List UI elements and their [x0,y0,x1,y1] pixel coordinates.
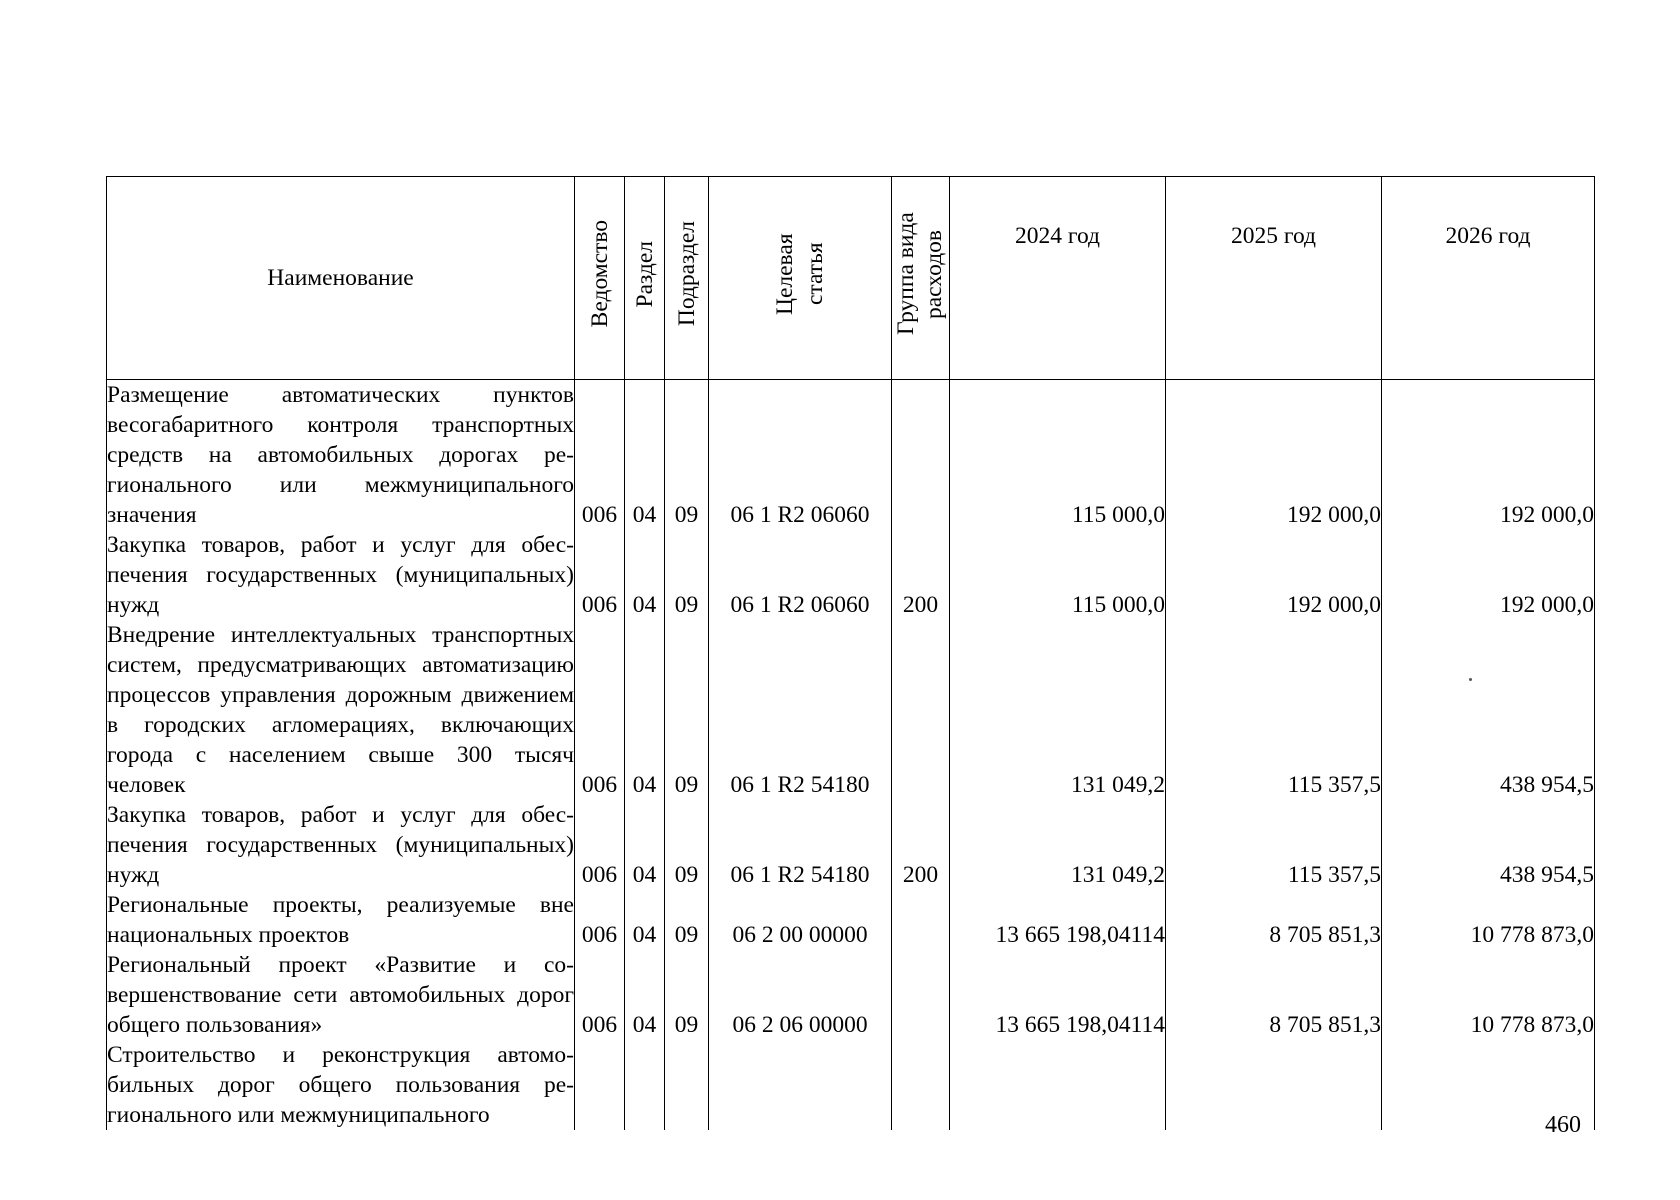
row-expense-group [892,890,950,950]
budget-table [106,176,1595,1130]
row-expense-group: 200 [892,530,950,620]
row-name: Размещение автоматических пунктов весогабаритного контроля транспортных средств на автомобильных дорогах регионального или межмуниципального значения [107,380,575,531]
table-row [107,890,1595,950]
row-target-article: 06 1 R2 54180 [709,620,892,800]
row-subsection: 09 [665,950,709,1040]
row-amount-2024: 115 000,0 [950,380,1166,531]
header-year-2026: 2026 год [1382,177,1595,380]
row-expense-group [892,1040,950,1130]
row-section: 04 [625,620,665,800]
row-amount-2025: 192 000,0 [1166,530,1382,620]
row-target-article: 06 1 R2 06060 [709,380,892,531]
header-subsection: Подраздел [665,177,709,380]
row-amount-2026: 10 778 873,0 [1382,950,1595,1040]
row-amount-2025: 8 705 851,3 [1166,890,1382,950]
row-expense-group [892,620,950,800]
table-row [107,530,1595,620]
row-name: Закупка товаров, работ и услуг для обеспечения государственных (муниципальных) нужд [107,802,574,888]
table-row [107,950,1595,1040]
row-expense-group [892,950,950,1040]
row-amount-2025: 115 357,5 [1166,800,1382,890]
row-amount-2026: 192 000,0 [1382,380,1595,531]
row-name: Региональные проекты, реализуемые вне национальных проектов [107,892,574,948]
header-department: Ведомство [575,177,625,380]
row-target-article: 06 2 00 00000 [709,890,892,950]
row-amount-2026: 438 954,5 [1382,620,1595,800]
table-row [107,1040,1595,1130]
row-amount-2026: 438 954,5 [1382,800,1595,890]
row-name: Закупка товаров, работ и услуг для обеспечения государственных (муниципальных) нужд [107,532,574,618]
row-amount-2025: 192 000,0 [1166,380,1382,531]
row-department [575,1040,625,1130]
table-header-row [107,177,1595,380]
row-amount-2026: 10 778 873,0 [1382,890,1595,950]
row-amount-2024 [950,1040,1166,1130]
row-amount-2024: 115 000,0 [950,530,1166,620]
row-name: Внедрение интеллектуальных транспортных систем, предусматривающих автоматизацию процессов управления дорожным движением в городских агломерациях, включающих города с населением свыше 300 тысяч человек [107,622,574,798]
header-target-article: Целевая статья [709,177,892,380]
header-section: Раздел [625,177,665,380]
row-department: 006 [575,620,625,800]
row-target-article [709,1040,892,1130]
row-amount-2025: 115 357,5 [1166,620,1382,800]
header-year-2025: 2025 год [1166,177,1382,380]
row-target-article: 06 1 R2 06060 [709,530,892,620]
row-amount-2024: 13 665 198,04114 [950,950,1166,1040]
row-department: 006 [575,950,625,1040]
header-year-2024: 2024 год [950,177,1166,380]
header-expense-group: Группа вида расходов [892,177,950,380]
header-name: Наименование [107,177,575,380]
row-department: 006 [575,380,625,531]
row-subsection: 09 [665,620,709,800]
row-amount-2026: 192 000,0 [1382,530,1595,620]
row-subsection: 09 [665,890,709,950]
row-subsection: 09 [665,380,709,531]
row-section: 04 [625,890,665,950]
row-subsection [665,1040,709,1130]
row-expense-group: 200 [892,800,950,890]
row-section: 04 [625,950,665,1040]
row-name: Строительство и реконструкция автомобильных дорог общего пользования регионального или межмуниципального [107,1042,574,1128]
row-department: 006 [575,530,625,620]
page-number: 460 [1545,1112,1581,1138]
scan-speck [1469,678,1472,681]
row-amount-2024: 131 049,2 [950,800,1166,890]
row-subsection: 09 [665,530,709,620]
row-expense-group [892,380,950,531]
row-name: Региональный проект «Развитие и совершенствование сети автомобильных дорог общего пользования» [107,952,574,1038]
row-target-article: 06 1 R2 54180 [709,800,892,890]
row-amount-2024: 13 665 198,04114 [950,890,1166,950]
row-subsection: 09 [665,800,709,890]
table-row [107,800,1595,890]
row-amount-2024: 131 049,2 [950,620,1166,800]
row-section: 04 [625,530,665,620]
row-department: 006 [575,800,625,890]
row-section [625,1040,665,1130]
row-department: 006 [575,890,625,950]
row-amount-2025: 8 705 851,3 [1166,950,1382,1040]
table-row [107,380,1595,531]
row-amount-2025 [1166,1040,1382,1130]
row-section: 04 [625,800,665,890]
row-section: 04 [625,380,665,531]
table-row [107,620,1595,800]
row-target-article: 06 2 06 00000 [709,950,892,1040]
